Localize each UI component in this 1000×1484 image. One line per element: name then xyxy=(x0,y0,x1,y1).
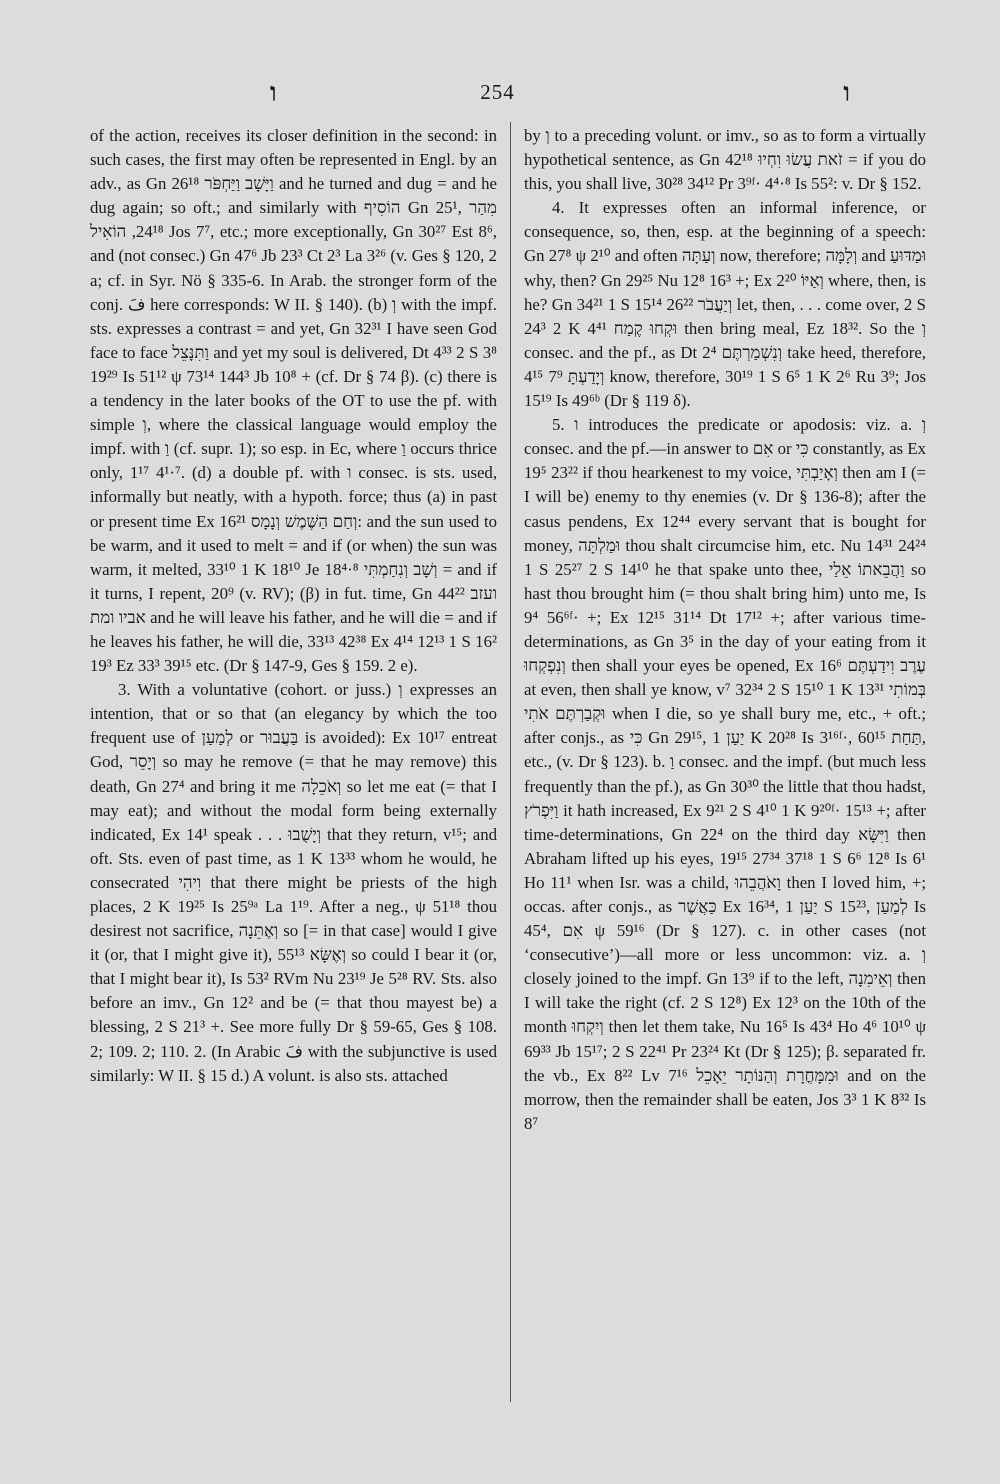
left-paragraph-1: of the action, receives its closer definition in the second: in such cases, the first may often be represented in Engl. by an adv., as Gn 26¹⁸ וַיָּשָׁב וַיַּחְפֹּר and he turned and dug = and he dug again; so oft.; and similarly with הוֹסִיף Gn 25¹, מִהַר 24¹⁸, הוֹאִיל Jos 7⁷, etc.; more exceptionally, Gn 30²⁷ Est 8⁶, and (not consec.) Gn 47⁶ Jb 23³ Ct 2³ La 3²⁶ (v. Ges § 120, 2 a; cf. in Syr. Nö § 335-6. In Arab. the stronger form of the conj. فَ here corresponds: W II. § 140). (b) וְ with the impf. sts. expresses a contrast = and yet, Gn 32³¹ I have seen God face to face וַתִּנָּצֵל and yet my soul is delivered, Dt 4³³ 2 S 3⁸ 19²⁹ Is 51¹² ψ 73¹⁴ 144³ Jb 10⁸ + (cf. Dr § 74 β). (c) there is a tendency in the later books of the OT to use the pf. with simple וְ, where the classical language would employ the impf. with וַ (cf. supr. 1); so esp. in Ec, where וַ occurs thrice only, 1¹⁷ 4¹·⁷. (d) a double pf. with ו consec. is sts. used, informally but neatly, with a hypoth. force; thus (a) in past or present time Ex 16²¹ וְחַם הַשֶּׁמֶשׁ וְנָמָס: and the sun used to be warm, and it used to melt = and if (or when) the sun was warm, it melted, 33¹⁰ 1 K 18¹⁰ Je 18⁴·⁸ וְשָׁב וְנִחַמְתִּי = and if it turns, I repent, 20⁹ (v. RV); (β) in fut. time, Gn 44²² ועזב אביו ומת and he will leave his father, and he will die = and if he leaves his father, he will die, 33¹³ 42³⁸ Ex 4¹⁴ 12¹³ 1 S 16² 19³ Ez 33³ 39¹⁵ etc. (Dr § 147-9, Ges § 159. 2 e). xyxy=(90,126,498,676)
right-paragraph-2-section-4: 4. It expresses often an informal inference, or consequence, so, then, esp. at the beginning of a speech: Gn 27⁸ ψ 2¹⁰ and often וְעַתָּה now, therefore; וְלָמָּה and וּמַדּוּעַ why, then? Gn 29²⁵ Nu 12⁸ 16³ +; Ex 2²⁰ וְאַיּוֹ where, then, is he? Gn 34²¹ 1 S 15¹⁴ 26²² וְיַעֲבֹר let, then, . . . come over, 2 S 24³ 2 K 4⁴¹ וּקְחוּ קֶמַח then bring meal, Ez 18³². So the וְ consec. and the pf., as Dt 2⁴ וְנִשְׁמַרְתֶּם take heed, therefore, 4¹⁵ 7⁹ וְיָדַעְתָּ know, therefore, 30¹⁹ 1 S 6⁵ 1 K 2⁶ Ru 3⁹; Jos 15¹⁹ Is 49⁶ᵇ (Dr § 119 δ). xyxy=(524,198,926,411)
hebrew-letter-left: ו xyxy=(270,78,277,108)
hebrew-letter-right: ו xyxy=(843,78,850,108)
left-paragraph-2-section-3: 3. With a voluntative (cohort. or juss.) וְ expresses an intention, that or so that (an elegancy by which the too frequent use of לְמַעַן or בַּעֲבוּר is avoided): Ex 10¹⁷ entreat God, וְיָסֵר so may he remove (= that he may remove) this death, Gn 27⁴ and bring it me וְאֹכֵלָה so let me eat (= that I may eat); and without the modal form being externally indicated, Ex 14¹ speak . . . וְיָשֻׁבוּ that they return, v¹⁵; and oft. Sts. even of past time, as 1 K 13³³ whom he would, he consecrated וִיהִי that there might be priests of the high places, 2 K 19²⁵ Is 25⁹ᵃ La 1¹⁹. After a neg., ψ 51¹⁸ thou desirest not sacrifice, וְאֶתֵּנָה so [= in that case] would I give it (or, that I might give it), 55¹³ וְאֶשָּׂא so could I bear it (or, that I might bear it), Is 53² RVm Nu 23¹⁹ Je 5²⁸ RV. Sts. also before an imv., Gn 12² and be (= that thou mayest be) a blessing, 2 S 21³ +. See more fully Dr § 59-65, Ges § 108. 2; 109. 2; 110. 2. (In Arabic فَ with the subjunctive is used similarly: W II. § 15 d.) A volunt. is also sts. attached xyxy=(90,680,498,1085)
running-head xyxy=(90,78,905,108)
page-number: 254 xyxy=(480,80,515,104)
left-column xyxy=(90,124,497,1088)
right-paragraph-1: by וְ to a preceding volunt. or imv., so as to form a virtually hypothetical sentence, as Gn 42¹⁸ זֹאת עֲשׂוּ וִחְיוּ = if you do this, you shall live, 30²⁸ 34¹² Pr 3⁹ᶠ· 4⁴·⁸ Is 55²: v. Dr § 152. xyxy=(524,126,927,194)
right-column xyxy=(524,124,926,1136)
right-paragraph-3-section-5: 5. ו introduces the predicate or apodosis: viz. a. וְ consec. and the pf.—in answer to אִם or כִּי constantly, as Ex 19⁵ 23²² if thou hearkenest to my voice, וְאָיַבְתִּי then am I (= I will be) enemy to thy enemies (v. Dr § 136-8); after the casus pendens, Ex 12⁴⁴ every servant that is bought for money, וּמַלְתָּה thou shalt circumcise him, etc. Nu 14³¹ 24²⁴ 1 S 25²⁷ 2 S 14¹⁰ he that spake unto thee, וַהֲבֵאתוֹ אֵלַי so hast thou brought him (= thou shalt bring him) unto me, Is 9⁴ 56⁶ᶠ· +; Ex 12¹⁵ 31¹⁴ Dt 17¹² +; after various time-determinations, as Gn 3⁵ in the day of your eating from it וְנִפְקְחוּ then shall your eyes be opened, Ex 16⁶ עֶרֶב וִידַעְתֶּם at even, then shall ye know, v⁷ 32³⁴ 2 S 15¹⁰ 1 K 13³¹ בְּמוֹתִי וּקְבַרְתֶּם אֹתִי when I die, so ye shall bury me, etc., + oft.; after conjs., as כִּי Gn 29¹⁵, יַעַן 1 K 20²⁸ Is 3¹⁶ᶠ·, תַּחַת 60¹⁵, etc., (v. Dr § 123). b. וַ consec. and the impf. (but much less frequently than the pf.), as Gn 30³⁰ the little that thou hadst, וַיִּפְרֹץ it hath increased, Ex 9²¹ 2 S 4¹⁰ 1 K 9²⁰ᶠ· 15¹³ +; after time-determinations, Gn 22⁴ on the third day וַיִּשָּׂא then Abraham lifted up his eyes, 19¹⁵ 27³⁴ 37¹⁸ 1 S 6⁶ 12⁸ Is 6¹ Ho 11¹ when Isr. was a child, וָאֹהֲבֵהוּ then I loved him, +; occas. after conjs., as כַּאֲשֶׁר Ex 16³⁴, יַעַן 1 S 15²³, לְמַעַן Is 45⁴, אִם ψ 59¹⁶ (Dr § 127). c. in other cases (not ‘consecutive’)—all more or less uncommon: viz. a. וְ closely joined to the impf. Gn 13⁹ if to the left, וְאֵימִנָה then I will take the right (cf. 2 S 12⁸) Ex 12³ on the 10th of the month וְיִקְחוּ then let them take, Nu 16⁵ Is 43⁴ Ho 4⁶ 10¹⁰ ψ 69³³ Jb 15¹⁷; 2 S 22⁴¹ Pr 23²⁴ Kt (Dr § 125); β. separated fr. the vb., Ex 8²² Lv 7¹⁶ וּמִמָּחֳרָת וְהַנּוֹתָר יֵאָכֵל and on the morrow, then the remainder shall be eaten, Jos 3³ 1 K 8³² Is 8⁷ xyxy=(524,415,927,1133)
column-divider xyxy=(510,122,511,1402)
